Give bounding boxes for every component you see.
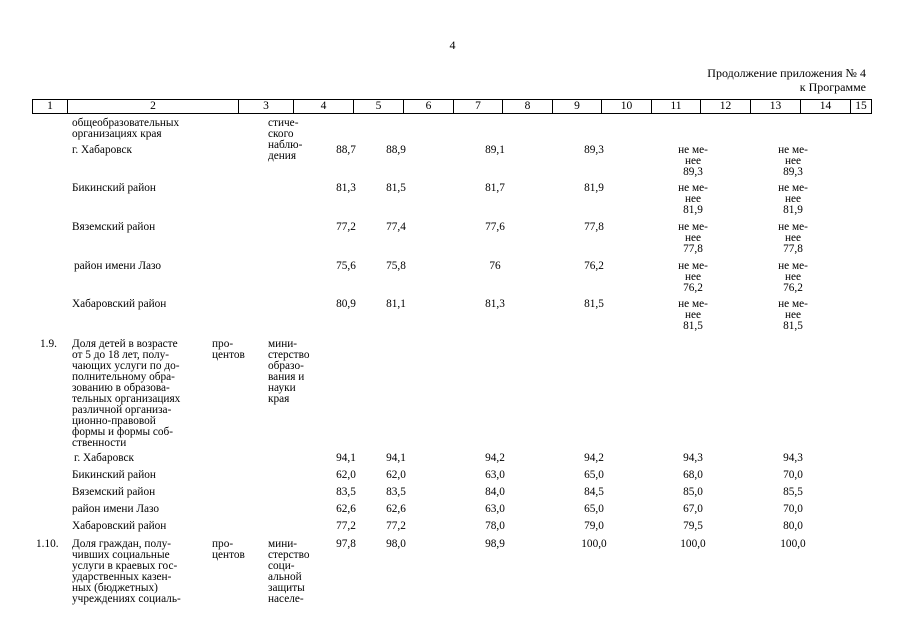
indicator-source-line: края — [268, 393, 290, 405]
continuation-line-2: к Программе — [799, 80, 866, 94]
col-header-11: 11 — [652, 100, 701, 113]
cell-c12-line: не ме- — [678, 144, 708, 156]
cell-c10: 77,8 — [584, 221, 604, 233]
cell-c12 — [668, 145, 718, 178]
cell-c14: 70,0 — [783, 503, 803, 515]
cell-c12-line: 77,8 — [683, 243, 703, 255]
cell-c14-line: 81,5 — [783, 320, 803, 332]
cell-c5: 94,1 — [336, 452, 356, 464]
cell-c5: 62,0 — [336, 469, 356, 481]
col-header-13: 13 — [751, 100, 801, 113]
cell-c14 — [768, 299, 818, 332]
cell-c6: 62,6 — [386, 503, 406, 515]
indicator-name-line: услуги в краевых гос- — [72, 560, 178, 572]
indicator-name-line: учреждениях социаль- — [72, 593, 181, 605]
cell-c14: 100,0 — [780, 538, 806, 550]
row-name: г. Хабаровск — [74, 452, 135, 464]
cell-c14-line: 76,2 — [783, 282, 803, 294]
indicator-name-line: чающих услуги по до- — [72, 360, 180, 372]
indicator-name-line: ударственных казен- — [72, 571, 172, 583]
col-header-5: 5 — [354, 100, 404, 113]
indicator-source-line: стерство — [268, 349, 310, 361]
indicator-source-line: мини- — [268, 338, 298, 350]
indicator-name-line: ственности — [72, 437, 127, 449]
indicator-source-line: науки — [268, 382, 296, 394]
cell-c8: 98,9 — [485, 538, 505, 550]
cell-c12-line: нее — [684, 309, 702, 321]
indicator-name-line: формы и формы соб- — [72, 426, 174, 438]
cell-c14 — [768, 145, 818, 178]
cell-c14-line: 81,9 — [783, 204, 803, 216]
cell-c12-line: не ме- — [678, 221, 708, 233]
cell-c12-line: нее — [684, 155, 702, 167]
cell-c14-line: нее — [784, 271, 802, 283]
cell-c14 — [768, 222, 818, 255]
cell-c12-line: нее — [684, 271, 702, 283]
cell-c10: 81,5 — [584, 298, 604, 310]
row-name: район имени Лазо — [72, 503, 160, 515]
cell-c12-line: 81,5 — [683, 320, 703, 332]
cell-c8: 89,1 — [485, 144, 505, 156]
cell-c14-line: не ме- — [778, 260, 808, 272]
cell-c10: 81,9 — [584, 182, 604, 194]
col-header-6: 6 — [404, 100, 454, 113]
indicator-name-line: Доля детей в возрасте — [72, 338, 178, 350]
cell-c8: 76 — [489, 260, 501, 272]
cell-c12: 68,0 — [683, 469, 703, 481]
cell-c12-line: нее — [684, 193, 702, 205]
fragment-source-line: наблю- — [268, 139, 303, 151]
col-header-2: 2 — [68, 100, 239, 113]
indicator-name-line: чивших социальные — [72, 549, 170, 561]
cell-c12-line: 81,9 — [683, 204, 703, 216]
cell-c12-line: 89,3 — [683, 166, 703, 178]
indicator-name — [72, 539, 181, 605]
page-number: 4 — [449, 38, 456, 52]
col-header-1: 1 — [33, 100, 68, 113]
cell-c14-line: нее — [784, 232, 802, 244]
cell-c14-line: нее — [784, 155, 802, 167]
fragment-name — [72, 118, 179, 140]
cell-c12: 79,5 — [683, 520, 703, 532]
cell-c8: 63,0 — [485, 469, 505, 481]
cell-c6: 98,0 — [386, 538, 406, 550]
cell-c10: 65,0 — [584, 469, 604, 481]
cell-c6: 83,5 — [386, 486, 406, 498]
cell-c10: 76,2 — [584, 260, 604, 272]
col-header-8: 8 — [503, 100, 553, 113]
row-name: г. Хабаровск — [72, 144, 133, 156]
cell-c5: 83,5 — [336, 486, 356, 498]
fragment-source — [268, 118, 302, 162]
row-name: Хабаровский район — [72, 520, 167, 532]
cell-c12 — [668, 299, 718, 332]
cell-c5: 88,7 — [336, 144, 356, 156]
row-name: Вяземский район — [72, 221, 156, 233]
indicator-name-line: ных (бюджетных) — [72, 582, 158, 594]
indicator-name-line: зованию в образова- — [72, 382, 170, 394]
cell-c14: 80,0 — [783, 520, 803, 532]
cell-c8: 81,3 — [485, 298, 505, 310]
indicator-source-line: образо- — [268, 360, 304, 372]
indicator-unit-line: про- — [212, 538, 234, 550]
fragment-source-line: стиче- — [268, 117, 299, 129]
indicator-name-line: тельных организациях — [72, 393, 181, 405]
row-name: Бикинский район — [72, 469, 156, 481]
indicator-source — [268, 339, 309, 405]
cell-c14-line: нее — [784, 193, 802, 205]
cell-c6: 75,8 — [386, 260, 406, 272]
cell-c8: 63,0 — [485, 503, 505, 515]
col-header-7: 7 — [454, 100, 503, 113]
cell-c14 — [768, 261, 818, 294]
cell-c5: 75,6 — [336, 260, 356, 272]
cell-c5: 77,2 — [336, 221, 356, 233]
cell-c12-line: не ме- — [678, 298, 708, 310]
indicator-source-line: альной — [268, 571, 302, 583]
cell-c12: 67,0 — [683, 503, 703, 515]
indicator-source-line: соци- — [268, 560, 295, 572]
table-header-row — [32, 99, 872, 114]
fragment-source-line: дения — [268, 150, 297, 162]
indicator-source-line: стерство — [268, 549, 310, 561]
indicator-unit — [212, 539, 245, 561]
cell-c12: 94,3 — [683, 452, 703, 464]
cell-c12-line: нее — [684, 232, 702, 244]
col-header-3: 3 — [239, 100, 294, 113]
cell-c8: 78,0 — [485, 520, 505, 532]
continuation-line-1: Продолжение приложения № 4 — [707, 66, 866, 80]
col-header-10: 10 — [602, 100, 652, 113]
cell-c14-line: не ме- — [778, 298, 808, 310]
cell-c14-line: 89,3 — [783, 166, 803, 178]
indicator-source-line: мини- — [268, 538, 298, 550]
cell-c10: 79,0 — [584, 520, 604, 532]
cell-c12-line: не ме- — [678, 182, 708, 194]
cell-c6: 81,5 — [386, 182, 406, 194]
cell-c14-line: не ме- — [778, 221, 808, 233]
col-header-15: 15 — [855, 100, 867, 112]
cell-c12: 85,0 — [683, 486, 703, 498]
cell-c14-line: не ме- — [778, 182, 808, 194]
cell-c14-line: нее — [784, 309, 802, 321]
cell-c6: 77,4 — [386, 221, 406, 233]
cell-c12 — [668, 261, 718, 294]
cell-c12-line: 76,2 — [683, 282, 703, 294]
indicator-source-line: защиты — [268, 582, 305, 594]
cell-c5: 77,2 — [336, 520, 356, 532]
cell-c12 — [668, 183, 718, 216]
indicator-unit — [212, 339, 245, 361]
cell-c6: 62,0 — [386, 469, 406, 481]
cell-c6: 81,1 — [386, 298, 406, 310]
indicator-source — [268, 539, 309, 605]
indicator-source-line: вания и — [268, 371, 305, 383]
cell-c6: 77,2 — [386, 520, 406, 532]
cell-c14: 85,5 — [783, 486, 803, 498]
indicator-name — [72, 339, 180, 449]
fragment-name-line: организациях края — [72, 128, 162, 140]
col-header-9: 9 — [553, 100, 602, 113]
cell-c10: 65,0 — [584, 503, 604, 515]
fragment-name-line: общеобразовательных — [72, 117, 180, 129]
cell-c12-line: не ме- — [678, 260, 708, 272]
cell-c14 — [768, 183, 818, 216]
indicator-unit-line: про- — [212, 338, 234, 350]
cell-c10: 94,2 — [584, 452, 604, 464]
cell-c6: 88,9 — [386, 144, 406, 156]
cell-c8: 94,2 — [485, 452, 505, 464]
cell-c14-line: не ме- — [778, 144, 808, 156]
cell-c14-line: 77,8 — [783, 243, 803, 255]
col-header-12: 12 — [701, 100, 751, 113]
indicator-name-line: ционно-правовой — [72, 415, 156, 427]
indicator-number: 1.10. — [36, 538, 59, 550]
cell-c5: 80,9 — [336, 298, 356, 310]
row-name: район имени Лазо — [74, 260, 162, 272]
col-header-14: 14 — [801, 100, 851, 113]
cell-c12 — [668, 222, 718, 255]
continuation-note — [707, 66, 866, 94]
cell-c5: 97,8 — [336, 538, 356, 550]
col-header-4: 4 — [294, 100, 354, 113]
row-name: Вяземский район — [72, 486, 156, 498]
cell-c6: 94,1 — [386, 452, 406, 464]
indicator-name-line: различной организа- — [72, 404, 172, 416]
cell-c10: 100,0 — [581, 538, 607, 550]
indicator-number: 1.9. — [40, 338, 57, 350]
cell-c14: 94,3 — [783, 452, 803, 464]
indicator-name-line: Доля граждан, полу- — [72, 538, 172, 550]
cell-c5: 81,3 — [336, 182, 356, 194]
indicator-unit-line: центов — [212, 349, 245, 361]
row-name: Хабаровский район — [72, 298, 167, 310]
cell-c10: 84,5 — [584, 486, 604, 498]
cell-c8: 81,7 — [485, 182, 505, 194]
cell-c10: 89,3 — [584, 144, 604, 156]
cell-c12: 100,0 — [680, 538, 706, 550]
cell-c5: 62,6 — [336, 503, 356, 515]
cell-c8: 77,6 — [485, 221, 505, 233]
indicator-name-line: полнительному обра- — [72, 371, 175, 383]
row-name: Бикинский район — [72, 182, 156, 194]
cell-c14: 70,0 — [783, 469, 803, 481]
indicator-name-line: от 5 до 18 лет, полу- — [72, 349, 170, 361]
indicator-unit-line: центов — [212, 549, 245, 561]
indicator-source-line: населе- — [268, 593, 304, 605]
fragment-source-line: ского — [268, 128, 294, 140]
cell-c8: 84,0 — [485, 486, 505, 498]
